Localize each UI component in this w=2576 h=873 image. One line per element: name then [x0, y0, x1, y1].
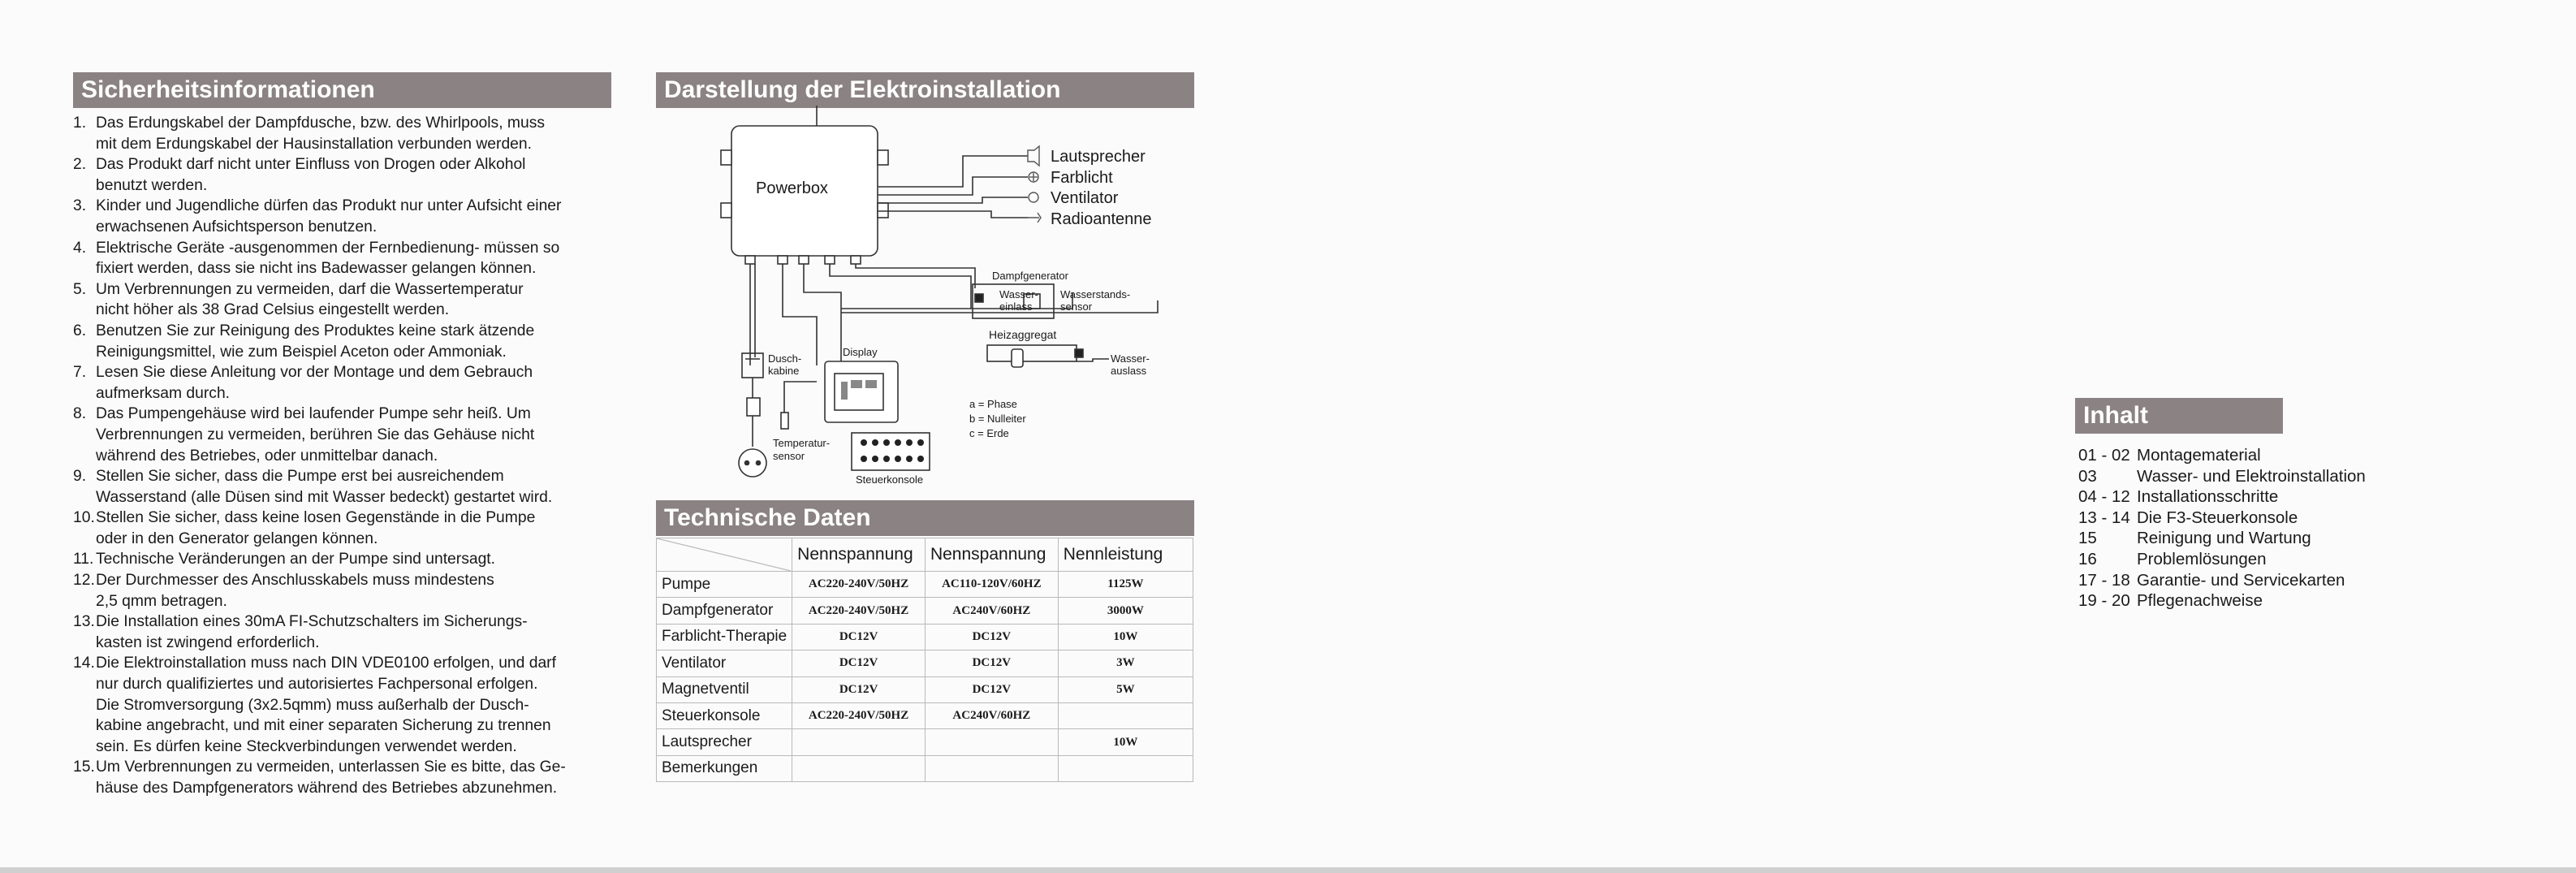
safety-item-line: Lesen Sie diese Anleitung vor der Montage und dem Gebrauch — [96, 364, 533, 382]
toc-pages: 19 - 20 — [2078, 591, 2130, 611]
safety-item-number: 9. — [73, 468, 87, 486]
tech-row-label: Farblicht-Therapie — [657, 624, 792, 650]
tech-header-row — [657, 538, 1193, 572]
legend-erde: c = Erde — [969, 427, 1009, 439]
socket — [739, 449, 766, 477]
tech-power: 10W — [1058, 729, 1193, 755]
legend-phase: a = Phase — [969, 398, 1017, 410]
safety-item-number: 8. — [73, 405, 87, 423]
tech-voltage-1: AC220-240V/50HZ — [792, 598, 926, 624]
safety-item-line: Kinder und Jugendliche dürfen das Produkt nur unter Aufsicht einer — [96, 197, 562, 215]
safety-item-number: 14. — [73, 655, 95, 672]
safety-item — [73, 549, 609, 570]
safety-item — [73, 466, 609, 508]
output-farblicht-label: Farblicht — [1051, 169, 1113, 187]
toc-pages: 16 — [2078, 549, 2097, 568]
electrical-diagram — [654, 106, 1193, 495]
console-label: Steuerkonsole — [856, 473, 924, 486]
safety-item-line: benutzt werden. — [96, 176, 208, 194]
safety-item — [73, 757, 609, 798]
safety-item — [73, 508, 609, 549]
safety-item-line: kabine angebracht, und mit einer separaten Sicherung zu trennen — [96, 717, 551, 735]
tech-row — [657, 624, 1193, 650]
safety-item — [73, 321, 609, 362]
safety-item-line: Benutzen Sie zur Reinigung des Produktes keine stark ätzende — [96, 322, 535, 339]
tech-voltage-1: AC220-240V/50HZ — [792, 702, 926, 728]
tech-power — [1058, 702, 1193, 728]
safety-item-line: aufmerksam durch. — [96, 384, 231, 402]
tech-row — [657, 572, 1193, 598]
toc-title: Montagematerial — [2137, 446, 2261, 465]
toc-title: Reinigung und Wartung — [2137, 529, 2311, 548]
toc-item — [2078, 445, 2366, 466]
legend-nulleiter: b = Nulleiter — [969, 413, 1026, 425]
toc-title: Installationsschritte — [2137, 487, 2279, 507]
safety-item-line: kasten ist zwingend erforderlich. — [96, 633, 320, 651]
tech-voltage-1: DC12V — [792, 650, 926, 676]
safety-item-line: Die Elektroinstallation muss nach DIN VDE0100 erfolgen, und darf — [96, 655, 556, 672]
tech-corner-cell — [657, 538, 792, 572]
col-nennspannung-2: Nennspannung — [925, 538, 1058, 572]
tech-row — [657, 650, 1193, 676]
tech-voltage-1 — [792, 755, 926, 781]
tech-power: 1125W — [1058, 572, 1193, 598]
toc-pages: 17 - 18 — [2078, 570, 2130, 590]
water-outlet-label-2: auslass — [1111, 365, 1147, 377]
toc-pages: 15 — [2078, 529, 2097, 548]
tech-row-label: Pumpe — [657, 572, 792, 598]
tech-row — [657, 729, 1193, 755]
safety-item — [73, 362, 609, 404]
safety-item — [73, 404, 609, 466]
tech-row — [657, 755, 1193, 781]
col-nennspannung-1: Nennspannung — [792, 538, 926, 572]
safety-item-line: häuse des Dampfgenerators während des Betriebes abzunehmen. — [96, 780, 558, 797]
toc-title: Pflegenachweise — [2137, 591, 2263, 611]
tech-row-label: Lautsprecher — [657, 729, 792, 755]
page-bottom-border — [0, 867, 2576, 873]
tech-voltage-2 — [925, 755, 1058, 781]
safety-item-line: Stellen Sie sicher, dass keine losen Gegenstände in die Pumpe — [96, 509, 536, 527]
tech-table — [656, 538, 1193, 782]
safety-item-line: Um Verbrennungen zu vermeiden, unterlassen Sie es bitte, das Ge- — [96, 758, 566, 776]
tech-row — [657, 702, 1193, 728]
safety-item-number: 7. — [73, 364, 87, 382]
safety-item-line: nicht höher als 38 Grad Celsius eingestellt werden. — [96, 301, 450, 319]
tech-row — [657, 598, 1193, 624]
safety-item-line: Der Durchmesser des Anschlusskabels muss mindestens — [96, 572, 494, 590]
safety-item — [73, 113, 609, 154]
tech-voltage-2: DC12V — [925, 650, 1058, 676]
tech-row-label: Ventilator — [657, 650, 792, 676]
water-outlet-label-1: Wasser- — [1111, 352, 1150, 365]
toc-item — [2078, 528, 2366, 549]
tech-voltage-2: AC240V/60HZ — [925, 702, 1058, 728]
safety-item-line: Technische Veränderungen an der Pumpe sind untersagt. — [96, 551, 495, 568]
tech-row — [657, 676, 1193, 702]
safety-item-line: mit dem Erdungskabel der Hausinstallation verbunden werden. — [96, 135, 532, 153]
output-lautsprecher-label: Lautsprecher — [1051, 148, 1146, 166]
powerbox-label: Powerbox — [756, 179, 828, 197]
safety-item-number: 3. — [73, 197, 87, 215]
toc-title: Problemlösungen — [2137, 549, 2267, 568]
electrical-heading: Darstellung der Elektroinstallation — [656, 72, 1194, 108]
safety-item-line: Das Produkt darf nicht unter Einfluss von Drogen oder Alkohol — [96, 156, 526, 174]
safety-item-line: Verbrennungen zu vermeiden, berühren Sie das Gehäuse nicht — [96, 426, 535, 443]
safety-item-number: 1. — [73, 115, 87, 132]
safety-item — [73, 279, 609, 321]
tech-voltage-2: AC110-120V/60HZ — [925, 572, 1058, 598]
safety-item-line: Elektrische Geräte -ausgenommen der Fernbedienung- müssen so — [96, 239, 560, 257]
safety-item-line: nur durch qualifiziertes und autorisiertes Fachpersonal erfolgen. — [96, 676, 538, 694]
heater-label: Heizaggregat — [989, 328, 1057, 341]
toc-title: Die F3-Steuerkonsole — [2137, 508, 2298, 527]
safety-item-line: fixiert werden, dass sie nicht ins Badewasser gelangen können. — [96, 260, 537, 278]
safety-item-line: Die Stromversorgung (3x2.5qmm) muss außerhalb der Dusch- — [96, 696, 529, 714]
shower-cabin-box — [742, 353, 763, 378]
shower-cabin-label-2: kabine — [768, 365, 800, 377]
tech-power: 3000W — [1058, 598, 1193, 624]
safety-item — [73, 154, 609, 196]
safety-item-number: 5. — [73, 280, 87, 298]
toc-list — [2078, 445, 2366, 612]
safety-item-line: 2,5 qmm betragen. — [96, 592, 227, 610]
safety-item — [73, 196, 609, 237]
tech-power: 10W — [1058, 624, 1193, 650]
tech-voltage-1: DC12V — [792, 624, 926, 650]
toc-title: Wasser- und Elektroinstallation — [2137, 466, 2366, 486]
safety-item-line: Um Verbrennungen zu vermeiden, darf die Wassertemperatur — [96, 280, 524, 298]
toc-item — [2078, 508, 2366, 529]
toc-item — [2078, 486, 2366, 508]
safety-item-line: oder in den Generator gelangen können. — [96, 529, 378, 547]
toc-item — [2078, 590, 2366, 612]
toc-heading: Inhalt — [2075, 398, 2283, 434]
safety-item-line: Wasserstand (alle Düsen sind mit Wasser bedeckt) gestartet wird. — [96, 488, 553, 506]
safety-item-line: Die Installation eines 30mA FI-Schutzschalters im Sicherungs- — [96, 613, 528, 631]
safety-item-number: 4. — [73, 239, 87, 257]
safety-item-line: Das Erdungskabel der Dampfdusche, bzw. des Whirlpools, muss — [96, 115, 545, 132]
safety-item-line: Das Pumpengehäuse wird bei laufender Pumpe sehr heiß. Um — [96, 405, 531, 423]
safety-item — [73, 653, 609, 757]
safety-item-number: 15. — [73, 758, 95, 776]
tech-voltage-1: DC12V — [792, 676, 926, 702]
display-label: Display — [843, 346, 878, 358]
safety-item — [73, 612, 609, 653]
water-inlet-label-2: einlass — [999, 300, 1033, 313]
water-level-sensor-label-2: sensor — [1060, 300, 1093, 313]
heater-box — [987, 345, 1077, 361]
toc-pages: 13 - 14 — [2078, 508, 2130, 527]
safety-item-line: während des Betriebes, oder unmittelbar danach. — [96, 447, 438, 465]
tech-voltage-2: DC12V — [925, 624, 1058, 650]
safety-item-number: 13. — [73, 613, 95, 631]
output-ventilator-label: Ventilator — [1051, 189, 1119, 207]
safety-list — [73, 113, 609, 799]
shower-cabin-label-1: Dusch- — [768, 352, 802, 365]
tech-voltage-2: AC240V/60HZ — [925, 598, 1058, 624]
col-nennleistung: Nennleistung — [1058, 538, 1193, 572]
safety-item-number: 12. — [73, 572, 95, 590]
tech-row-label: Magnetventil — [657, 676, 792, 702]
output-radioantenne-label: Radioantenne — [1051, 210, 1152, 228]
tech-voltage-2 — [925, 729, 1058, 755]
safety-item-line: Reinigungsmittel, wie zum Beispiel Aceton oder Ammoniak. — [96, 343, 507, 361]
toc-pages: 03 — [2078, 466, 2097, 486]
steam-generator-label: Dampfgenerator — [992, 270, 1068, 282]
water-level-sensor-label-1: Wasserstands- — [1060, 288, 1131, 300]
toc-item — [2078, 549, 2366, 570]
toc-item — [2078, 570, 2366, 591]
tech-voltage-1: AC220-240V/50HZ — [792, 572, 926, 598]
tech-heading: Technische Daten — [656, 500, 1194, 536]
toc-pages: 01 - 02 — [2078, 446, 2130, 465]
safety-item-number: 6. — [73, 322, 87, 339]
tech-row-label: Bemerkungen — [657, 755, 792, 781]
tech-power: 5W — [1058, 676, 1193, 702]
safety-item-line: Stellen Sie sicher, dass die Pumpe erst bei ausreichendem — [96, 468, 504, 486]
safety-item-number: 2. — [73, 156, 87, 174]
safety-item-number: 10. — [73, 509, 95, 527]
safety-heading: Sicherheitsinformationen — [73, 72, 611, 108]
tech-row-label: Dampfgenerator — [657, 598, 792, 624]
console-box — [852, 433, 930, 470]
tech-row-label: Steuerkonsole — [657, 702, 792, 728]
safety-item-number: 11. — [73, 551, 94, 568]
safety-item — [73, 238, 609, 279]
safety-item-line: erwachsenen Aufsichtsperson benutzen. — [96, 218, 378, 236]
tech-voltage-2: DC12V — [925, 676, 1058, 702]
safety-item-line: sein. Es dürfen keine Steckverbindungen verwendet werden. — [96, 737, 517, 755]
temp-sensor-label-2: sensor — [773, 450, 805, 462]
safety-item — [73, 570, 609, 612]
temp-sensor-label-1: Temperatur- — [773, 437, 831, 449]
toc-item — [2078, 466, 2366, 487]
tech-power — [1058, 755, 1193, 781]
tech-power: 3W — [1058, 650, 1193, 676]
tech-voltage-1 — [792, 729, 926, 755]
toc-title: Garantie- und Servicekarten — [2137, 570, 2345, 590]
water-inlet-label-1: Wasser- — [999, 288, 1038, 300]
toc-pages: 04 - 12 — [2078, 487, 2130, 507]
